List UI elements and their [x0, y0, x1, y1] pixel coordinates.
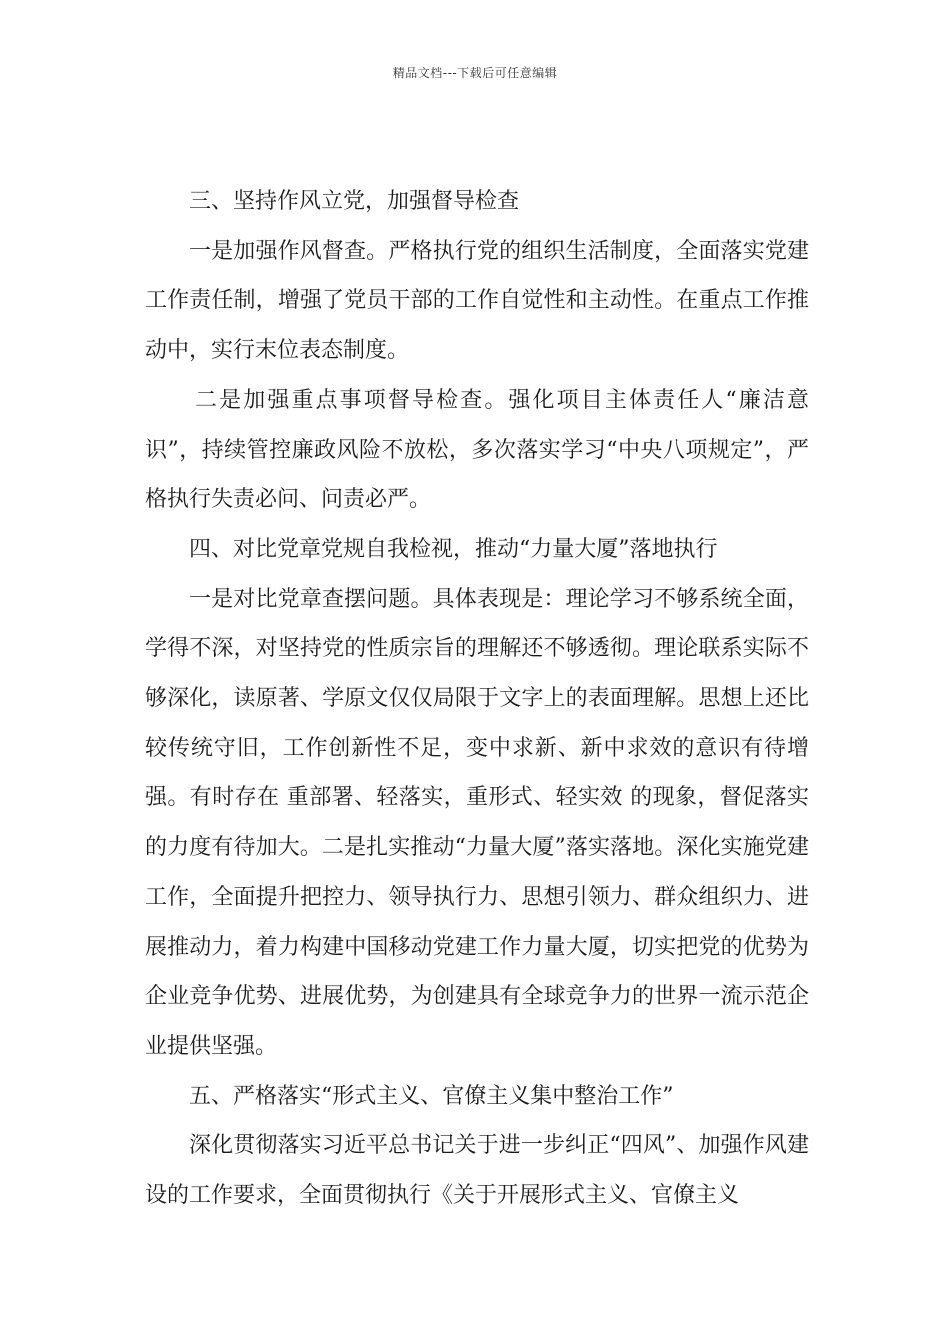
paragraph-party-constitution-review: 一是对比党章查摆问题。具体表现是：理论学习不够系统全面，学得不深，对坚持党的性质宗旨的理解还不够透彻。理论联系实际不够深化，读原著、学原文仅仅局限于文字上的表面理解。思想上还比较传统守旧，工作创新性不足，变中求新、新中求效的意识有待增强。有时存在 重部署、轻落实，重形式、轻实效 的现象，督促落实的力度有待加大。二是扎实推动“力量大厦”落实落地。深化实施党建工作，全面提升把控力、领导执行力、思想引领力、群众组织力、进展推动力，着力构建中国移动党建工作力量大厦，切实把党的优势为企业竞争优势、进展优势，为创建具有全球竞争力的世界一流示范企业提供坚强。: [145, 586, 809, 1059]
page-header: 精品文档---下载后可任意编辑: [392, 66, 558, 80]
section-heading-5: 五、严格落实“形式主义、官僚主义集中整治工作”: [189, 1083, 674, 1109]
paragraph-key-matters-inspection: 二是加强重点事项督导检查。强化项目主体责任人“廉洁意识”，持续管控廉政风险不放松，多次落实学习“中央八项规定”，严格执行失责必问、问责必严。: [145, 387, 809, 513]
section-heading-4: 四、对比党章党规自我检视，推动“力量大厦”落地执行: [189, 536, 718, 562]
paragraph-style-inspection: 一是加强作风督查。严格执行党的组织生活制度，全面落实党建工作责任制，增强了党员干部的工作自觉性和主动性。在重点工作推动中，实行末位表态制度。: [145, 238, 809, 364]
section-heading-3: 三、坚持作风立党，加强督导检查: [189, 189, 520, 214]
paragraph-four-winds-rectification: 深化贯彻落实习近平总书记关于进一步纠正“四风”、加强作风建设的工作要求，全面贯彻执行《关于开展形式主义、官僚主义: [145, 1133, 809, 1209]
document-body: [145, 177, 809, 1221]
